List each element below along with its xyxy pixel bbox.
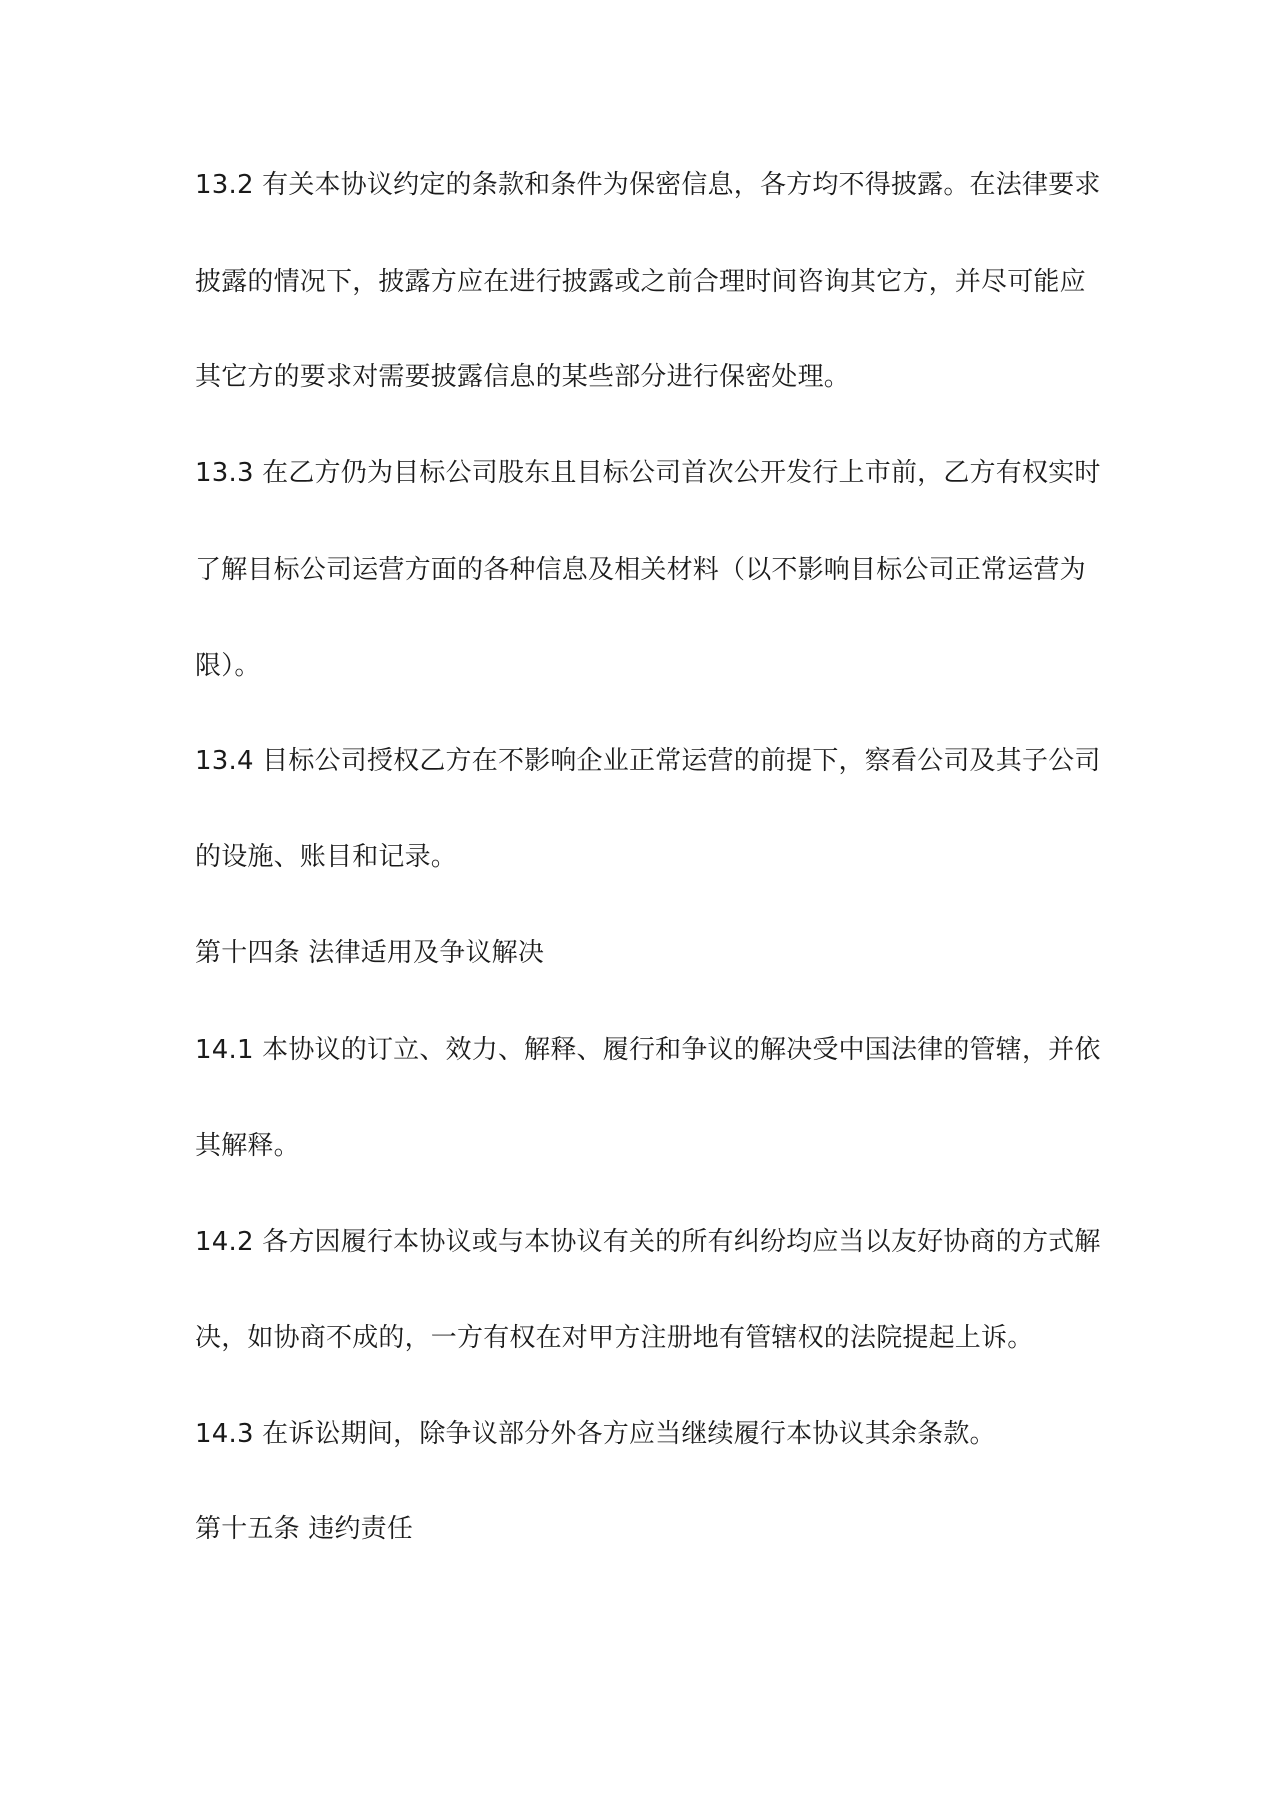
clause-14-3-line-1: 14.3 在诉讼期间，除争议部分外各方应当继续履行本协议其余条款。 [195,1419,996,1449]
clause-13-2-line-3: 其它方的要求对需要披露信息的某些部分进行保密处理。 [195,362,851,392]
clause-14-2-line-2: 决，如协商不成的，一方有权在对甲方注册地有管辖权的法院提起上诉。 [195,1323,1034,1353]
article-14-heading: 第十四条 法律适用及争议解决 [195,938,545,968]
clause-13-3-line-1: 13.3 在乙方仍为目标公司股东且目标公司首次公开发行上市前，乙方有权实时 [195,458,1101,488]
article-15-heading: 第十五条 违约责任 [195,1514,414,1544]
clause-14-1-line-1: 14.1 本协议的订立、效力、解释、履行和争议的解决受中国法律的管辖，并依 [195,1035,1101,1065]
clause-14-1-line-2: 其解释。 [195,1131,300,1161]
clause-13-2-line-2: 披露的情况下，披露方应在进行披露或之前合理时间咨询其它方，并尽可能应 [195,267,1086,297]
clause-13-3-line-2: 了解目标公司运营方面的各种信息及相关材料（以不影响目标公司正常运营为 [195,555,1086,585]
clause-13-4-line-1: 13.4 目标公司授权乙方在不影响企业正常运营的前提下，察看公司及其子公司 [195,746,1101,776]
clause-13-2-line-1: 13.2 有关本协议约定的条款和条件为保密信息，各方均不得披露。在法律要求 [195,170,1101,200]
clause-14-2-line-1: 14.2 各方因履行本协议或与本协议有关的所有纠纷均应当以友好协商的方式解 [195,1227,1101,1257]
clause-13-4-line-2: 的设施、账目和记录。 [195,842,458,872]
clause-13-3-line-3: 限）。 [195,651,261,681]
